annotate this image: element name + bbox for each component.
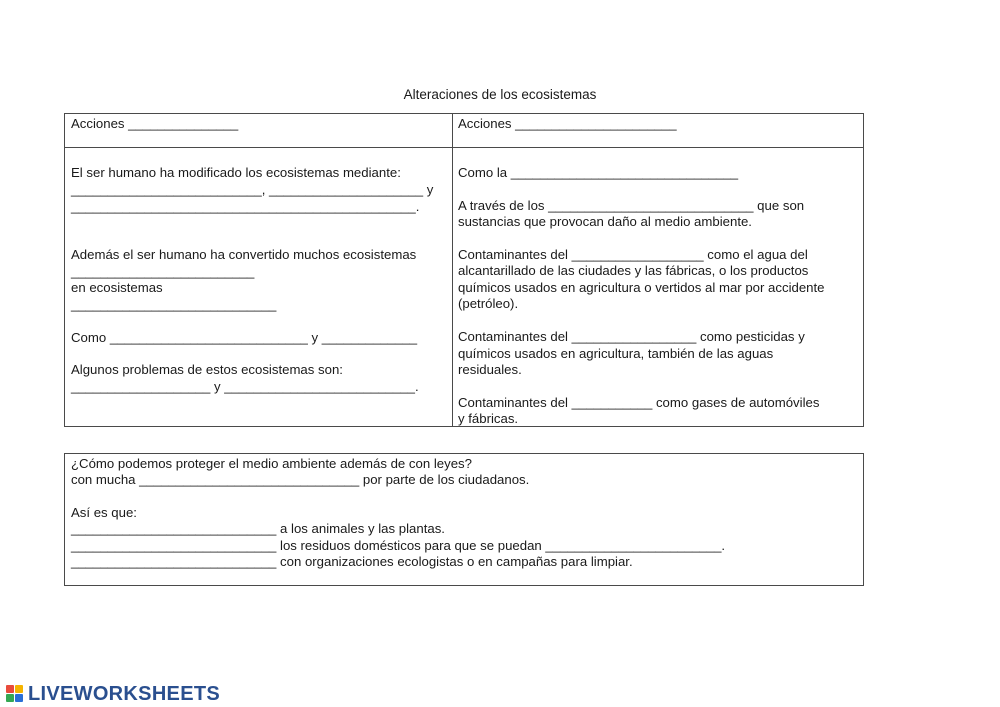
- brand-name: LIVEWORKSHEETS: [28, 682, 220, 705]
- answer-line-5: ____________________________ con organizaciones ecologistas o en campañas para limpiar.: [71, 554, 633, 569]
- table-column-divider: [452, 113, 453, 427]
- left-line-9: Algunos problemas de estos ecosistemas son:: [71, 362, 343, 377]
- liveworksheets-logo: [6, 683, 220, 705]
- liveworksheets-logo-icon: [6, 685, 26, 703]
- answer-line-1: con mucha ______________________________ por parte de los ciudadanos.: [71, 472, 530, 487]
- left-line-1: El ser humano ha modificado los ecosistemas mediante:: [71, 165, 401, 180]
- right-line-6: químicos usados en agricultura o vertidos al mar por accidente: [458, 280, 825, 295]
- right-line-7: (petróleo).: [458, 296, 519, 311]
- right-line-2: A través de los ____________________________ que son: [458, 198, 805, 213]
- left-line-7: ____________________________: [71, 297, 277, 312]
- right-header: Acciones ______________________: [458, 116, 677, 131]
- right-line-1: Como la _______________________________: [458, 165, 739, 180]
- left-line-8: Como ___________________________ y _____________: [71, 330, 418, 345]
- right-line-5: alcantarillado de las ciudades y las fábricas, o los productos: [458, 263, 809, 278]
- left-line-3: _______________________________________________.: [71, 199, 420, 214]
- page-title: Alteraciones de los ecosistemas: [403, 87, 597, 102]
- answer-line-4: ____________________________ los residuos domésticos para que se puedan ________________________.: [71, 538, 726, 553]
- left-line-5: _________________________: [71, 264, 255, 279]
- left-header: Acciones _______________: [71, 116, 239, 131]
- right-line-10: residuales.: [458, 362, 522, 377]
- answer-line-2: Así es que:: [71, 505, 137, 520]
- right-line-9: químicos usados en agricultura, también de las aguas: [458, 346, 774, 361]
- left-line-2: __________________________, _____________________ y: [71, 182, 434, 197]
- right-line-12: y fábricas.: [458, 411, 519, 426]
- left-line-4: Además el ser humano ha convertido muchos ecosistemas: [71, 247, 417, 262]
- right-line-4: Contaminantes del __________________ como el agua del: [458, 247, 808, 262]
- left-line-10: ___________________ y __________________________.: [71, 379, 419, 394]
- question-line: ¿Cómo podemos proteger el medio ambiente además de con leyes?: [71, 456, 472, 471]
- table-header-divider: [64, 147, 864, 148]
- left-line-6: en ecosistemas: [71, 280, 163, 295]
- right-line-11: Contaminantes del ___________ como gases de automóviles: [458, 395, 820, 410]
- right-line-3: sustancias que provocan daño al medio ambiente.: [458, 214, 752, 229]
- answer-line-3: ____________________________ a los animales y las plantas.: [71, 521, 445, 536]
- right-line-8: Contaminantes del _________________ como pesticidas y: [458, 329, 805, 344]
